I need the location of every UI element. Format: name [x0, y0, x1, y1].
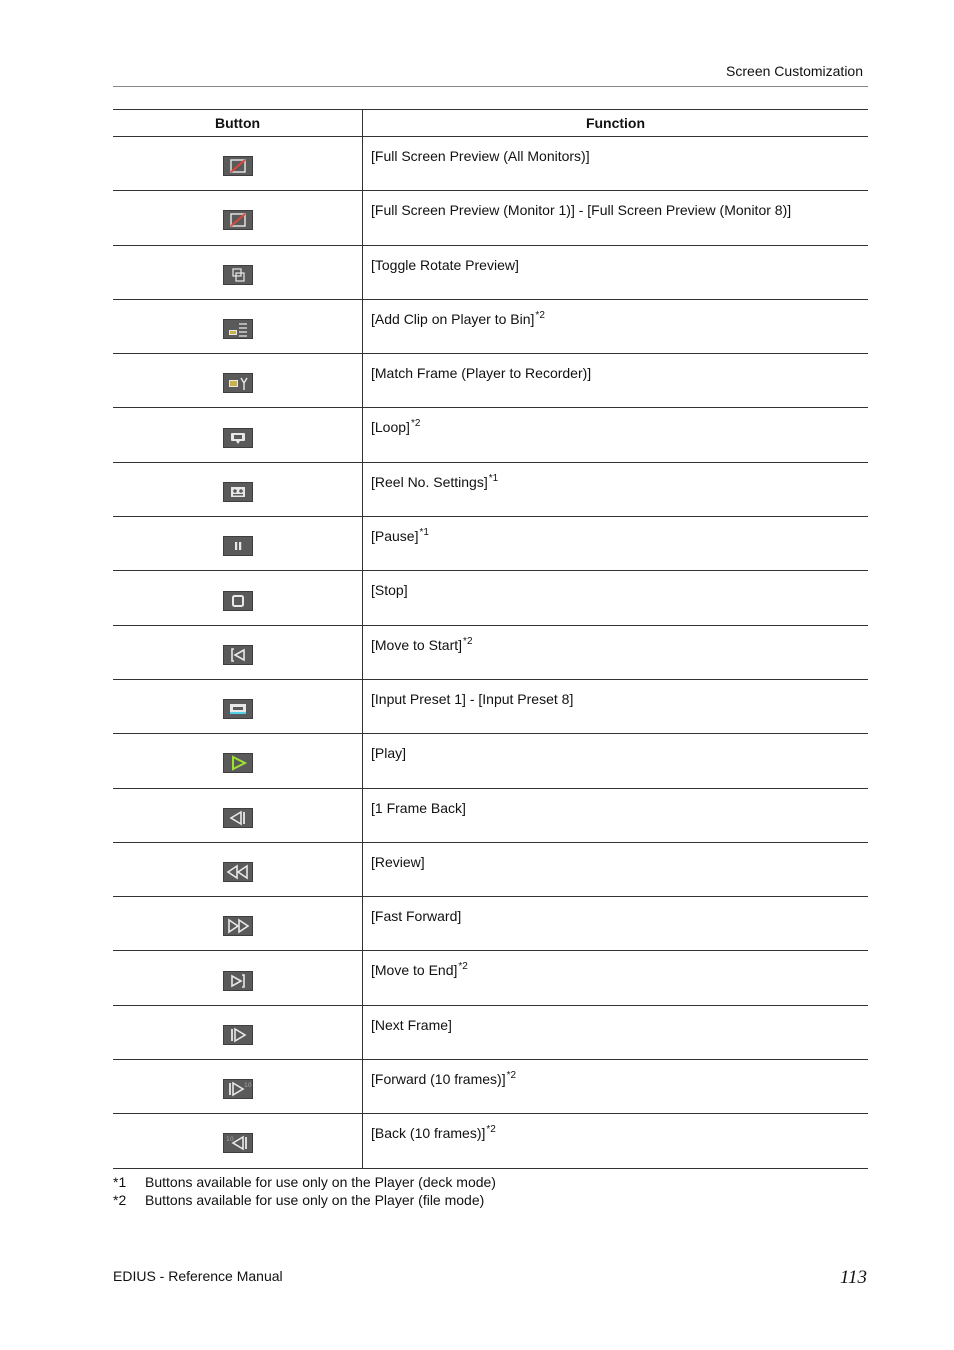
footnote-ref: *2 [410, 418, 421, 430]
footnote-mark: *1 [113, 1174, 127, 1190]
footer-manual-title: EDIUS - Reference Manual [113, 1268, 283, 1284]
loop-icon [223, 428, 253, 448]
function-cell [363, 1114, 869, 1168]
function-label: [Reel No. Settings] [371, 473, 488, 490]
footnote-ref: *1 [488, 472, 499, 484]
button-cell [113, 299, 363, 353]
footnote-ref: *2 [458, 961, 468, 973]
function-label: [1 Frame Back] [371, 799, 466, 816]
table-row [113, 1060, 868, 1114]
footnotes [113, 1174, 496, 1210]
header-rule [113, 86, 868, 87]
function-label: [Play] [371, 745, 407, 762]
button-cell [113, 245, 363, 299]
function-cell [363, 1005, 869, 1059]
button-cell [113, 625, 363, 679]
button-cell [113, 842, 363, 896]
function-cell [363, 734, 869, 788]
footnote [113, 1192, 496, 1210]
footnote-ref: *2 [506, 1070, 517, 1082]
footnote-ref: *1 [419, 527, 429, 539]
function-label: [Full Screen Preview (Monitor 1)] - [Full Screen Preview (Monitor 8)] [371, 202, 792, 219]
table-row [113, 517, 868, 571]
function-cell [363, 354, 869, 408]
table-row [113, 354, 868, 408]
function-label: [Loop] [371, 419, 410, 436]
running-head: Screen Customization [726, 63, 863, 79]
function-cell [363, 462, 869, 516]
function-label: [Move to End] [371, 962, 458, 979]
function-label: [Back (10 frames)] [371, 1125, 486, 1142]
button-function-table [113, 109, 868, 1169]
move-to-end-icon [223, 971, 253, 991]
table-row [113, 408, 868, 462]
footnote-text: Buttons available for use only on the Player (deck mode) [145, 1174, 496, 1190]
table-row [113, 897, 868, 951]
fast-forward-icon [223, 916, 253, 936]
function-cell [363, 245, 869, 299]
play-icon [223, 753, 253, 773]
table-row [113, 951, 868, 1005]
reel-no-settings-icon [223, 482, 253, 502]
function-label: [Move to Start] [371, 636, 463, 653]
footnote-ref: *2 [535, 309, 545, 321]
button-cell [113, 951, 363, 1005]
function-cell [363, 408, 869, 462]
add-clip-to-bin-icon [223, 319, 253, 339]
table-row [113, 571, 868, 625]
function-cell [363, 191, 869, 245]
column-header-button: Button [113, 110, 363, 137]
button-cell [113, 1060, 363, 1114]
button-cell [113, 788, 363, 842]
function-label: [Next Frame] [371, 1016, 452, 1033]
button-cell [113, 354, 363, 408]
table-row [113, 245, 868, 299]
page-number: 113 [839, 1267, 867, 1288]
table-row [113, 1005, 868, 1059]
table-row [113, 299, 868, 353]
button-cell [113, 517, 363, 571]
button-cell [113, 679, 363, 733]
button-cell [113, 408, 363, 462]
button-cell [113, 191, 363, 245]
function-cell [363, 951, 869, 1005]
toggle-rotate-preview-icon [223, 265, 253, 285]
function-cell [363, 299, 869, 353]
button-cell [113, 897, 363, 951]
stop-icon [223, 591, 253, 611]
svg-text:10: 10 [243, 1082, 252, 1090]
svg-text:10: 10 [225, 1136, 234, 1144]
forward-10-frames-icon [223, 1079, 253, 1099]
function-label: [Stop] [371, 582, 408, 599]
button-cell [113, 734, 363, 788]
column-header-function: Function [363, 110, 869, 137]
table-row [113, 734, 868, 788]
table-row [113, 788, 868, 842]
back-10-frames-icon [223, 1133, 253, 1153]
move-to-start-icon [223, 645, 253, 665]
table-row [113, 137, 868, 191]
function-cell [363, 625, 869, 679]
function-cell [363, 137, 869, 191]
function-label: [Input Preset 1] - [Input Preset 8] [371, 690, 574, 707]
footnote-ref: *2 [486, 1124, 496, 1136]
function-cell [363, 571, 869, 625]
function-label: [Forward (10 frames)] [371, 1071, 506, 1088]
match-frame-icon [223, 373, 253, 393]
footnote [113, 1174, 496, 1192]
button-cell [113, 137, 363, 191]
table-row [113, 191, 868, 245]
footnote-ref: *2 [463, 635, 473, 647]
function-cell [363, 1060, 869, 1114]
table-row [113, 842, 868, 896]
review-icon [223, 862, 253, 882]
full-screen-preview-monitor-icon [223, 210, 253, 230]
footnote-text: Buttons available for use only on the Player (file mode) [145, 1192, 485, 1208]
frame-back-icon [223, 808, 253, 828]
function-label: [Toggle Rotate Preview] [371, 256, 519, 273]
button-cell [113, 462, 363, 516]
button-cell [113, 571, 363, 625]
table-row [113, 462, 868, 516]
function-label: [Full Screen Preview (All Monitors)] [371, 148, 590, 164]
function-label: [Pause] [371, 528, 419, 545]
function-cell [363, 788, 869, 842]
function-cell [363, 897, 869, 951]
table-header-row [113, 110, 868, 137]
button-cell [113, 1005, 363, 1059]
table-row [113, 679, 868, 733]
footnote-mark: *2 [113, 1192, 127, 1208]
function-label: [Match Frame (Player to Recorder)] [371, 365, 592, 382]
table-row [113, 1114, 868, 1168]
function-cell [363, 842, 869, 896]
function-label: [Add Clip on Player to Bin] [371, 310, 535, 327]
function-cell [363, 517, 869, 571]
function-label: [Review] [371, 853, 425, 870]
input-preset-icon [223, 699, 253, 719]
button-cell [113, 1114, 363, 1168]
full-screen-preview-icon [223, 156, 253, 176]
function-label: [Fast Forward] [371, 908, 462, 925]
table-row [113, 625, 868, 679]
next-frame-icon [223, 1025, 253, 1045]
function-cell [363, 679, 869, 733]
pause-icon [223, 536, 253, 556]
